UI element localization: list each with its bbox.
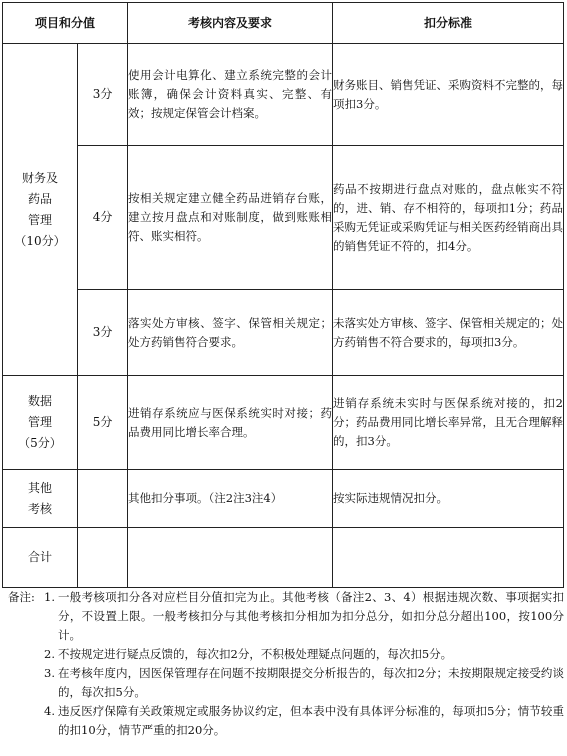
- score-cell: 5分: [78, 376, 128, 470]
- notes-label: 备注:: [8, 590, 35, 604]
- note-item: 4. 违反医疗保障有关政策规定或服务协议约定，但本表中没有具体评分标准的，每项扣5分；情节较重的扣10分，情节严重的扣20分。: [44, 704, 564, 737]
- requirement-cell: [128, 528, 333, 588]
- score-cell: [78, 470, 128, 528]
- requirement-cell: 落实处方审核、签字、保管相关规定；处方药销售符合要求。: [128, 290, 333, 376]
- header-item-score: 项目和分值: [3, 3, 128, 44]
- requirement-cell: 使用会计电算化、建立系统完整的会计账簿，确保会计资料真实、完整、有效；按规定保管会计档案。: [128, 44, 333, 146]
- score-cell: 4分: [78, 146, 128, 290]
- category-other: 其他 考核: [3, 470, 78, 528]
- note-item: 3. 在考核年度内，因医保管理存在问题不按期限提交分析报告的，每次扣2分；未按期限规定接受约谈的，每次扣5分。: [44, 666, 564, 699]
- requirement-cell: 进销存系统应与医保系统实时对接；药品费用同比增长率合理。: [128, 376, 333, 470]
- header-deduction: 扣分标准: [333, 3, 564, 44]
- requirement-cell: 其他扣分事项。（注2注3注4）: [128, 470, 333, 528]
- requirement-cell: 按相关规定建立健全药品进销存台账，建立按月盘点和对账制度，做到账账相符、账实相符。: [128, 146, 333, 290]
- category-total: 合计: [3, 528, 78, 588]
- table-row: [3, 376, 564, 470]
- note-item: 2. 不按规定进行疑点反馈的，每次扣2分，不积极处理疑点问题的，每次扣5分。: [44, 647, 453, 661]
- deduction-cell: 药品不按期进行盘点对账的，盘点帐实不符的，进、销、存不相符的，每项扣1分；药品采购无凭证或采购凭证与相关医药经销商出具的销售凭证不符的，扣4分。: [333, 146, 564, 290]
- deduction-cell: 财务账目、销售凭证、采购资料不完整的，每项扣3分。: [333, 44, 564, 146]
- table-row: [3, 44, 564, 146]
- note-item: 1. 一般考核项扣分各对应栏目分值扣完为止。其他考核（备注2、3、4）根据违规次数、事项据实扣分，不设置上限。一般考核扣分与其他考核扣分相加为扣分总分，如扣分总分超出100，按100分计。: [44, 590, 564, 642]
- assessment-table: [2, 2, 564, 588]
- deduction-cell: 未落实处方审核、签字、保管相关规定的；处方药销售不符合要求的，每项扣3分。: [333, 290, 564, 376]
- score-cell: 3分: [78, 290, 128, 376]
- score-cell: [78, 528, 128, 588]
- score-cell: 3分: [78, 44, 128, 146]
- notes-section: [8, 588, 564, 740]
- deduction-cell: 按实际违规情况扣分。: [333, 470, 564, 528]
- notes-list: [8, 588, 564, 740]
- category-finance-drug: 财务及 药品 管理 （10分）: [3, 44, 78, 376]
- table-row-total: [3, 528, 564, 588]
- category-data: 数据 管理 （5分）: [3, 376, 78, 470]
- table-row: [3, 146, 564, 290]
- table-row: [3, 290, 564, 376]
- table-row: [3, 470, 564, 528]
- header-content: 考核内容及要求: [128, 3, 333, 44]
- deduction-cell: [333, 528, 564, 588]
- table-header-row: [3, 3, 564, 44]
- deduction-cell: 进销存系统未实时与医保系统对接的，扣2分；药品费用同比增长率异常，且无合理解释的，扣3分。: [333, 376, 564, 470]
